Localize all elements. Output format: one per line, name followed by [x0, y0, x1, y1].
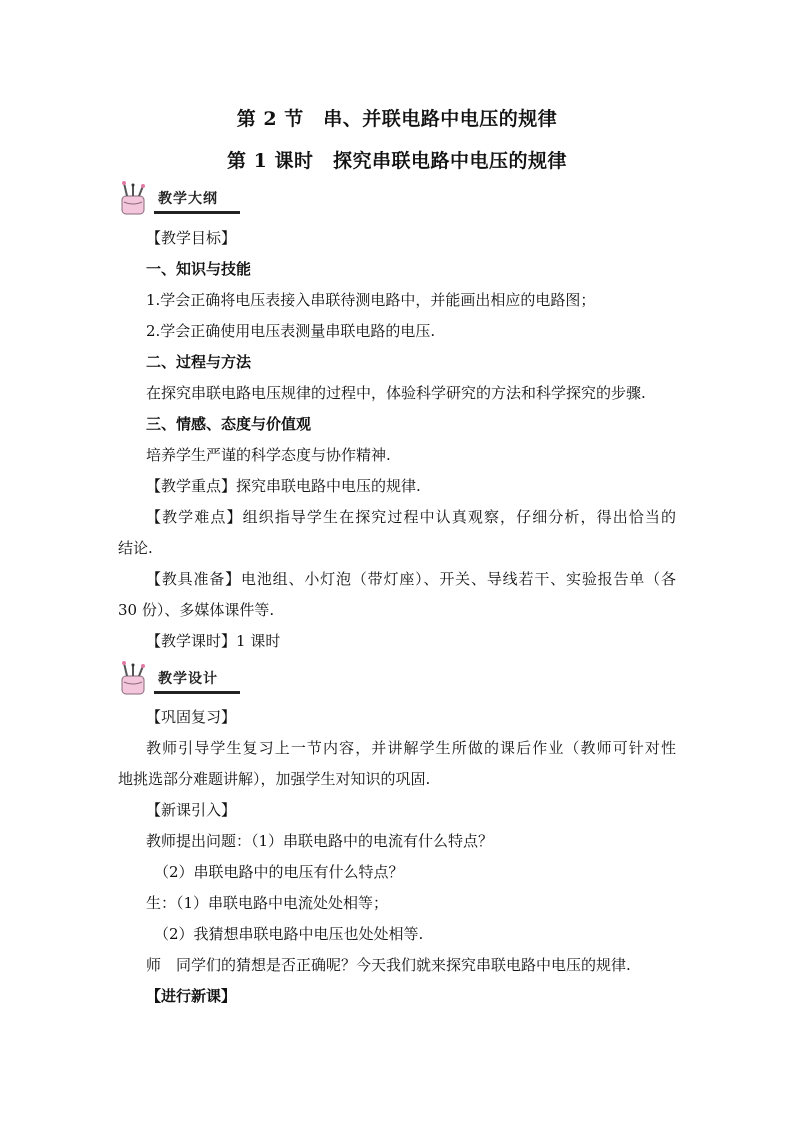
- section-header-design: [118, 660, 240, 698]
- tools-label: 【教具准备】: [146, 570, 241, 588]
- key-point: [146, 476, 421, 496]
- review-continued: 地挑选部分难题讲解），加强学生对知识的巩固.: [118, 770, 431, 788]
- section-header-label: 教学大纲: [158, 191, 218, 207]
- hours-text: 1 课时: [236, 632, 281, 650]
- question-2: （2）串联电路中的电压有什么特点？: [154, 863, 404, 881]
- difficulty-text: 组织指导学生在探究过程中认真观察，仔细分析，得出恰当的: [242, 508, 676, 526]
- section-header-underline: [154, 691, 240, 694]
- objectives-label: 【教学目标】: [146, 229, 237, 247]
- pencil-cup-icon: [118, 660, 158, 698]
- key-point-label: 【教学重点】: [146, 477, 237, 495]
- lesson-title: 第 1 课时 探究串联电路中电压的规律: [227, 150, 567, 172]
- emotion-heading: 三、情感、态度与价值观: [146, 415, 312, 433]
- answer-2: （2）我猜想串联电路中电压也处处相等.: [154, 925, 424, 943]
- process-heading: 二、过程与方法: [146, 353, 252, 371]
- process-text: 在探究串联电路电压规律的过程中，体验科学研究的方法和科学探究的步骤.: [146, 384, 646, 402]
- hours-label: 【教学课时】: [146, 632, 237, 650]
- question-1: 教师提出问题：（1）串联电路中的电流有什么特点？: [146, 832, 494, 850]
- intro-label: 【新课引入】: [146, 801, 237, 819]
- tools-text: 电池组、小灯泡（带灯座）、开关、导线若干、实验报告单（各: [241, 570, 676, 588]
- pencil-cup-icon: [118, 180, 158, 218]
- tools-line: [146, 569, 676, 589]
- emotion-text: 培养学生严谨的科学态度与协作精神.: [146, 446, 391, 464]
- section-header-label: 教学设计: [158, 671, 218, 687]
- difficulty-point: [146, 507, 676, 527]
- new-lesson-label: 【进行新课】: [146, 987, 237, 1005]
- tools-continued: 30 份）、多媒体课件等.: [118, 601, 275, 619]
- knowledge-item-2: 2.学会正确使用电压表测量串联电路的电压.: [146, 322, 436, 340]
- knowledge-heading: 一、知识与技能: [146, 260, 252, 278]
- review-text: 教师引导学生复习上一节内容，并讲解学生所做的课后作业（教师可针对性: [146, 739, 676, 757]
- section-header-outline: [118, 180, 240, 218]
- hours-line: [146, 631, 280, 651]
- teacher-statement: 师 同学们的猜想是否正确呢？今天我们就来探究串联电路中电压的规律.: [146, 956, 631, 974]
- knowledge-item-1: 1.学会正确将电压表接入串联待测电路中，并能画出相应的电路图；: [146, 291, 596, 309]
- difficulty-label: 【教学难点】: [146, 508, 243, 526]
- answer-1: 生：（1）串联电路中电流处处相等；: [146, 894, 389, 912]
- section-header-underline: [154, 211, 240, 214]
- section-title: 第 2 节 串、并联电路中电压的规律: [236, 108, 558, 130]
- key-point-text: 探究串联电路中电压的规律.: [236, 477, 421, 495]
- difficulty-continued: 结论.: [118, 539, 153, 557]
- review-label: 【巩固复习】: [146, 708, 237, 726]
